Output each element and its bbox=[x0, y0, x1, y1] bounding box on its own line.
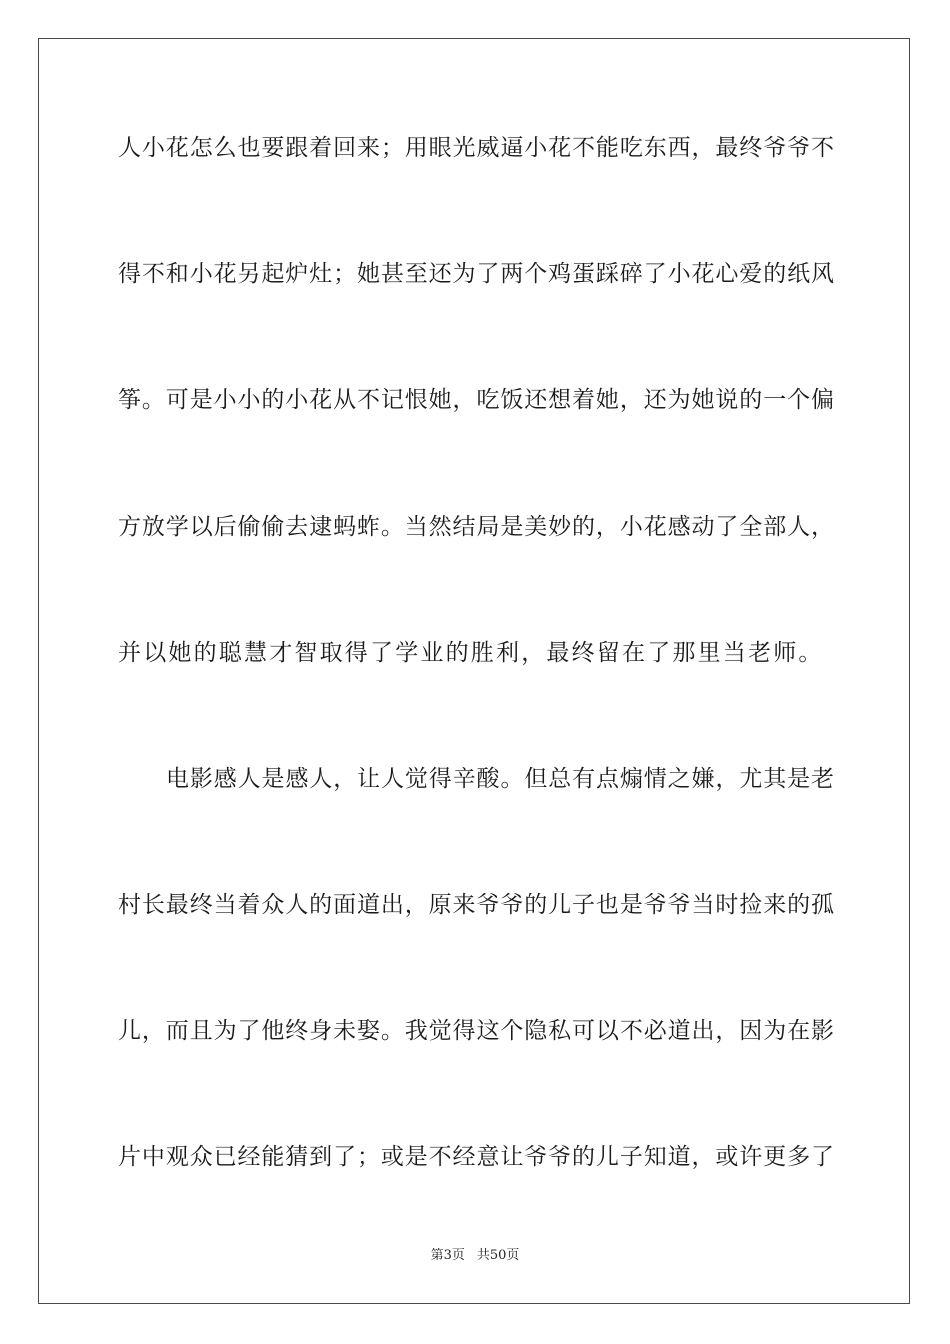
text-line-9: 片中观众已经能猜到了；或是不经意让爷爷的儿子知道，或许更多了 bbox=[118, 1144, 834, 1170]
page-number: 第3页 bbox=[430, 1248, 465, 1263]
text-line-2: 得不和小花另起炉灶；她甚至还为了两个鸡蛋踩碎了小花心爱的纸风 bbox=[118, 261, 834, 287]
page-total: 共50页 bbox=[476, 1248, 520, 1263]
text-line-6: 电影感人是感人，让人觉得辛酸。但总有点煽情之嫌，尤其是老 bbox=[166, 766, 834, 792]
text-line-7: 村长最终当着众人的面道出，原来爷爷的儿子也是爷爷当时捡来的孤 bbox=[118, 892, 834, 918]
text-line-1: 人小花怎么也要跟着回来；用眼光威逼小花不能吃东西，最终爷爷不 bbox=[118, 135, 834, 161]
text-line-4: 方放学以后偷偷去逮蚂蚱。当然结局是美妙的，小花感动了全部人， bbox=[118, 514, 834, 540]
text-line-5: 并以她的聪慧才智取得了学业的胜利，最终留在了那里当老师。 bbox=[118, 640, 824, 666]
text-line-3: 筝。可是小小的小花从不记恨她，吃饭还想着她，还为她说的一个偏 bbox=[118, 387, 834, 413]
text-line-8: 儿，而且为了他终身未娶。我觉得这个隐私可以不必道出，因为在影 bbox=[118, 1018, 834, 1044]
page-footer bbox=[0, 1246, 950, 1266]
